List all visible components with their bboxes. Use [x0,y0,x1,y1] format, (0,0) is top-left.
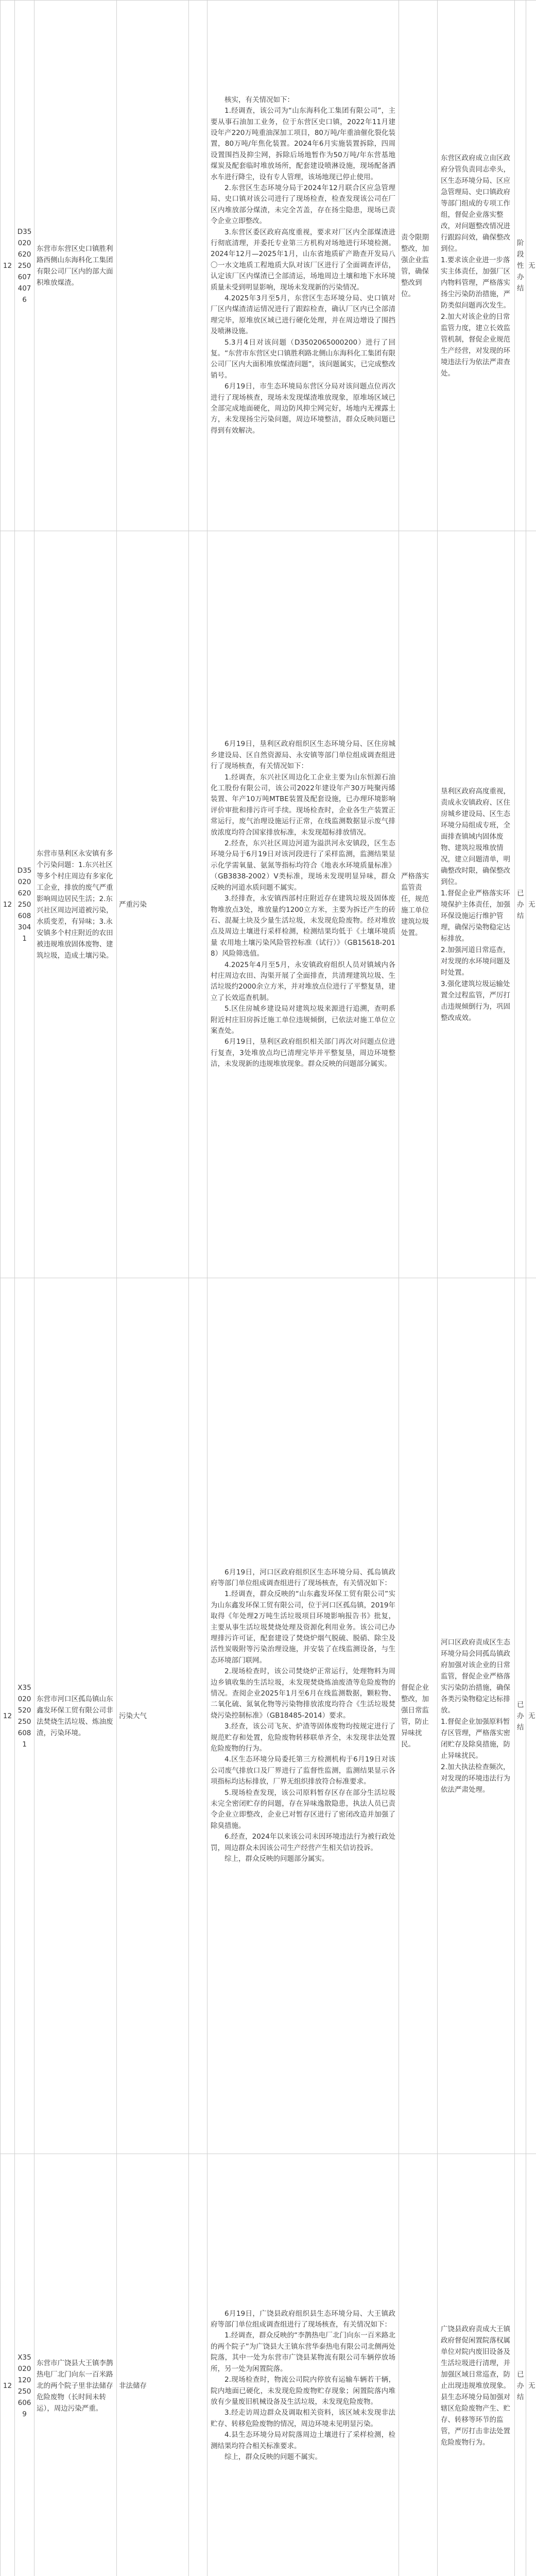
problem-type: 污染大气 [117,1278,189,2154]
completion-status: 已办结 [515,1278,526,2154]
accountability-paragraph: 1.督促企业加强原料暂存区管理，严格落实密闭贮存及除臭措施，防止异味扰民。 [441,1717,510,1760]
result-paragraph: 6月19日，广饶县政府组织县生态环境分局、大王镇政府等部门单位组成调查组进行了现场核查，有关情况如下： [211,2309,395,2329]
remarks: 无 [526,2154,536,2576]
result-paragraph: 2.经查，东兴社区周边河道为溢洪河永安镇段，区生态环境分局于6月19日对该河段进行了采样监测，监测结果显示化学需氧量、氨氮等指标均符合《地表水环境质量标准》（GB3838-2002）Ⅴ类标准，现场未发现明显异味，群众反映的河道水质问题不属实。 [211,839,395,892]
investigation-result [208,1,399,531]
completion-status: 阶段性办结 [515,1,526,531]
result-paragraph: 4.县生态环境分局对院落周边土壤进行了采样检测，检测结果均符合相关标准要求。 [211,2431,395,2450]
accountability-measures [438,2154,515,2576]
problem-type [117,1,189,531]
result-paragraph: 6月19日，垦利区政府组织区生态环境分局、区住房城乡建设局、区自然资源局、永安镇等部门单位组成调查组进行了现场核查，有关情况如下： [211,740,395,771]
result-paragraph: 核实，有关情况如下： [224,95,294,104]
result-paragraph: 5.区住房城乡建设局对建筑垃圾来源进行追溯，查明系附近村庄旧房拆迁施工单位违规倾倒，已依法对施工单位立案查处。 [211,1005,395,1035]
accountability-paragraph: 河口区政府责成区生态环境分局会同孤岛镇政府加强对该企业的日常监管，督促企业严格落实污染防治措施，确保各类污染物稳定达标排放。 [441,1638,510,1715]
result-paragraph: 4.2025年3月至5月，东营区生态环境分局、史口镇对厂区内煤渣清运情况进行了跟踪检查，确认厂区内已全部清理完毕，原堆放区域已进行硬化处理，并在周边增设了围挡及喷淋设施。 [211,294,395,336]
result-paragraph: 6月19日，垦利区政府组织相关部门再次对问题点位进行复查，3处堆放点均已清理完毕并平整复垦，周边环境整洁，未发现新的违规堆放现象。群众反映的问题部分属实。 [211,1038,395,1069]
accountability-measures [438,1278,515,2154]
result-paragraph: 4.2025年4月至5月，永安镇政府组织人员对镇域内各村庄周边农田、沟渠开展了全面排查，共清理建筑垃圾、生活垃圾约2000余立方米，并对堆放点位进行了平整复垦，建立了长效巡查机制。 [211,960,395,1002]
result-paragraph: 3.经走访周边群众及调取相关资料，该区域未发现非法贮存、转移危险废物的情况，周边环境未见明显污染。 [211,2409,395,2428]
accountability-paragraph: 广饶县政府责成大王镇政府督促闲置院落权属单位对院内废旧设备及生活垃圾进行清理，并加强区域日常巡查，防止出现违规堆放现象。 [441,2325,510,2390]
investigation-result [208,2154,399,2576]
complaint-content: 东营市广饶县大王镇李鹊热电厂北门向东一百米路北的两个院子里非法储存危险废物（长时间未转运），周边污染严重。 [34,2154,117,2576]
result-paragraph: 综上，群众反映的问题不属实。 [224,2452,322,2461]
admin-level [189,2154,208,2576]
result-paragraph: 1.经调查，群众反映的“山东鑫发环保工贸有限公司”实为山东鑫发环保工贸有限公司，位于河口区孤岛镇，2019年取得《年处理2万吨生活垃圾项目环境影响报告书》批复，主要从事生活垃圾焚烧处理及资源化利用业务。该公司已办理排污许可证，配套建设了焚烧炉烟气脱硫、脱硝、除尘及活性炭吸附等污染治理设施，并安装了在线监测设备，与生态环境部门联网。 [211,1590,395,1665]
result-paragraph: 2.现场检查时，物流公司院内停放有运输车辆若干辆，院内地面已硬化，未发现危险废物贮存现象；闲置院落内堆放有少量废旧机械设备及生活垃圾，未发现危险废物。 [211,2376,395,2406]
accountability-measures [438,531,515,1278]
admin-level [189,1278,208,2154]
result-paragraph: 5.现场检查发现，该公司原料暂存区存在部分生活垃圾未完全密闭贮存的问题，存在异味逸散隐患，执法人员已责令企业立即整改，企业已对暂存区进行了密闭改造并加强了除臭措施。 [211,1788,395,1830]
accountability-paragraph: 垦利区政府高度重视，责成永安镇政府、区住房城乡建设局、区生态环境分局组成专班，全面排查镇域内固体废物、建筑垃圾堆放情况，建立问题清单，明确整改时限，确保整改到位。 [441,787,510,886]
rectification-measure: 严格落实监管责任，规范施工单位建筑垃圾处置。 [399,531,438,1278]
rectification-measure [399,2154,438,2576]
table-row [1,2154,536,2576]
result-paragraph: 4.区生态环境分局委托第三方检测机构于6月19日对该公司废气排放口及厂界进行了监督性监测，监测结果显示各项指标均达标排放，厂界无组织排放符合标准要求。 [211,1755,395,1786]
result-paragraph: 1.经调查，群众反映的“李鹊热电厂北门向东一百米路北的两个院子”为广饶县大王镇东营华泰热电有限公司北侧两处院落，其中一处为东营市广饶县某物流有限公司车辆停放场所，另一处为闲置院落。 [211,2331,395,2373]
accountability-paragraph: 1.督促企业严格落实环境保护主体责任，加强环保设施运行维护管理，确保污染物稳定达标排放。 [441,889,510,943]
result-paragraph: 3.东营区委区政府高度重视，要求对厂区内全部煤渣进行彻底清理，并委托专业第三方机构对场地进行环境检测。2024年12月—2025年1月，山东省地质矿产勘查开发局八〇一水文地质工程地质大队对该厂区进行了全面调查评估，认定该厂区内煤渣已全部清运，场地周边土壤和地下水环境质量未受到明显影响，现场未发现新的污染情况。 [211,228,395,292]
row-number: 12 [1,531,15,1278]
accountability-paragraph: 2.加大执法检查频次，对发现的环境违法行为依法严肃处理。 [441,1762,510,1794]
result-paragraph: 6.经查，2024年以来该公司未因环境违法行为被行政处罚，周边群众未因该公司生产经营产生相关信访投诉。 [211,1833,395,1852]
accountability-measures [438,1,515,531]
result-paragraph: 3.经查，该公司飞灰、炉渣等固体废物均按规定进行了规范贮存和处置，危险废物转移联单齐全，未发现非法处置危险废物的行为。 [211,1722,395,1753]
row-number: 12 [1,1,15,531]
case-code: X350201202506069 [15,2154,34,2576]
result-paragraph: 2.东营区生态环境分局于2024年12月联合区应急管理局、史口镇对该公司进行了现场检查，检查发现该公司在厂区内堆放部分煤渣，未完全苫盖，存在扬尘隐患，现场已责令企业立即整改。 [211,183,395,226]
result-paragraph: 5.3月4日对该问题（D3502065000200）进行了回复。“东营市东营区史口镇胜利路北侧山东海科化工集团有限公司厂区内大面积堆放煤渣问题”，该问题属实，已完成整改销号。 [211,338,395,380]
investigation-result [208,531,399,1278]
result-paragraph: 1.经调查，东兴社区周边化工企业主要为山东恒源石油化工股份有限公司，该公司2022年建设年产30万吨聚丙烯装置、年产10万吨MTBE装置及配套设施，已办理环境影响评价审批和排污许可手续。现场检查时，企业各生产装置正常运行，废气治理设施运行正常，在线监测数据显示废气排放浓度均符合国家排放标准，未发现超标排放情况。 [211,773,395,837]
result-paragraph: 2.现场检查时，该公司焚烧炉正常运行，处理物料为周边乡镇收集的生活垃圾，未发现焚烧炼油废渣等危险废物的情况。查阅企业2025年1月至6月在线监测数据，颗粒物、二氧化硫、氮氧化物等污染物排放浓度均符合《生活垃圾焚烧污染控制标准》（GB18485-2014）要求。 [211,1667,395,1720]
complaint-content: 东营市东营区史口镇胜利路西侧山东海科化工集团有限公司厂区内的部大面积堆放煤渣。 [34,1,117,531]
problem-type: 严重污染 [117,531,189,1278]
result-paragraph: 综上，群众反映的问题部分属实。 [224,1855,329,1863]
investigation-result [208,1278,399,2154]
result-paragraph: 6月19日，市生态环境局东营区分局对该问题点位再次进行了现场核查，现场未发现煤渣堆放现象，原堆场区域已全部完成地面硬化，周边防风抑尘网完好，场地内无裸露土方，未发现扬尘污染问题，周边环境整洁，群众反映问题已得到有效解决。 [211,382,395,435]
table-row [1,531,536,1278]
admin-level [189,1,208,531]
admin-level [189,531,208,1278]
table-row [1,1,536,531]
complaint-content: 东营市河口区孤岛镇山东鑫发环保工贸有限公司非法焚烧生活垃圾、炼油废渣，污染环境。 [34,1278,117,2154]
result-paragraph: 6月19日，河口区政府组织区生态环境分局、孤岛镇政府等部门单位组成调查组进行了现场核查，有关情况如下： [211,1568,395,1587]
remarks: 无 [526,1278,536,2154]
case-code: D350206202506083041 [15,531,34,1278]
accountability-paragraph: 东营区政府成立由区政府分管负责同志牵头，区生态环境分局、区应急管理局、史口镇政府等部门组成的专项工作组，督促企业落实整改，对问题整改情况进行跟踪问效，确保整改到位。 [441,154,510,253]
rectification-measure: 责令限期整改，加强企业监管，确保整改到位。 [399,1,438,531]
result-paragraph: 1.经调查，该公司为“山东海科化工集团有限公司”，主要从事石油加工业务，位于东营区史口镇，2022年11月建设年产220万吨重油深加工项目，80万吨/年重油催化裂化装置，80万吨/年焦化装置。2024年6月实施装置拆除，四周设置围挡及抑尘网，拆除后场地暂作为50万吨/年东营基地煤炭及配套临时堆放场所，配套建设喷淋设施，现场配备洒水车进行降尘，设有专人管理，该场地现已停止使用。 [211,107,395,181]
rectification-measure: 督促企业整改，加强日常监管，防止异味扰民。 [399,1278,438,2154]
completion-status: 已办结 [515,2154,526,2576]
completion-status: 已办结 [515,531,526,1278]
problem-type: 非法储存 [117,2154,189,2576]
case-code: X350205202506081 [15,1278,34,2154]
remarks: 无 [526,531,536,1278]
accountability-paragraph: 2.加强河道日常巡查，对发现的水环境问题及时处置。 [441,945,510,977]
accountability-paragraph: 2.加大对该企业的日常监管力度，建立长效监管机制，督促企业规范生产经营，对发现的环境违法行为依法严肃查处。 [441,312,510,378]
case-code: D350206202506074076 [15,1,34,531]
table-row [1,1278,536,2154]
complaint-content: 东营市垦利区永安镇有多个污染问题：1.东兴社区等多个村庄周边有多家化工企业，排放的废气严重影响周边居民生活；2.东兴社区周边河道被污染，水质变差，有异味；3.永安镇多个村庄附近的农田被违规堆放固体废物、建筑垃圾，造成土壤污染。 [34,531,117,1278]
accountability-paragraph: 3.强化建筑垃圾运输处置全过程监管，严厉打击违规倾倒行为，巩固整改成效。 [441,979,510,1022]
result-paragraph: 3.经排查，永安镇西部村庄附近存在建筑垃圾及固体废物堆放点3处，堆放量约1200立方米，主要为拆迁产生的砖石、混凝土块及少量生活垃圾，未发现危险废物。经对堆放点及周边土壤进行采样检测，检测结果均低于《土壤环境质量 农用地土壤污染风险管控标准（试行）》（GB15618-2018）风险筛选值。 [211,894,395,958]
accountability-paragraph: 1.要求该企业进一步落实主体责任，加强厂区内物料管理，严格落实扬尘污染防治措施，严防类似问题再次发生。 [441,256,510,310]
accountability-paragraph: 县生态环境分局加强对辖区危险废物产生、贮存、转移等环节的监管，严厉打击非法处置危险废物行为。 [441,2393,510,2447]
row-number: 12 [1,1278,15,2154]
row-number: 12 [1,2154,15,2576]
remarks: 无 [526,1,536,531]
